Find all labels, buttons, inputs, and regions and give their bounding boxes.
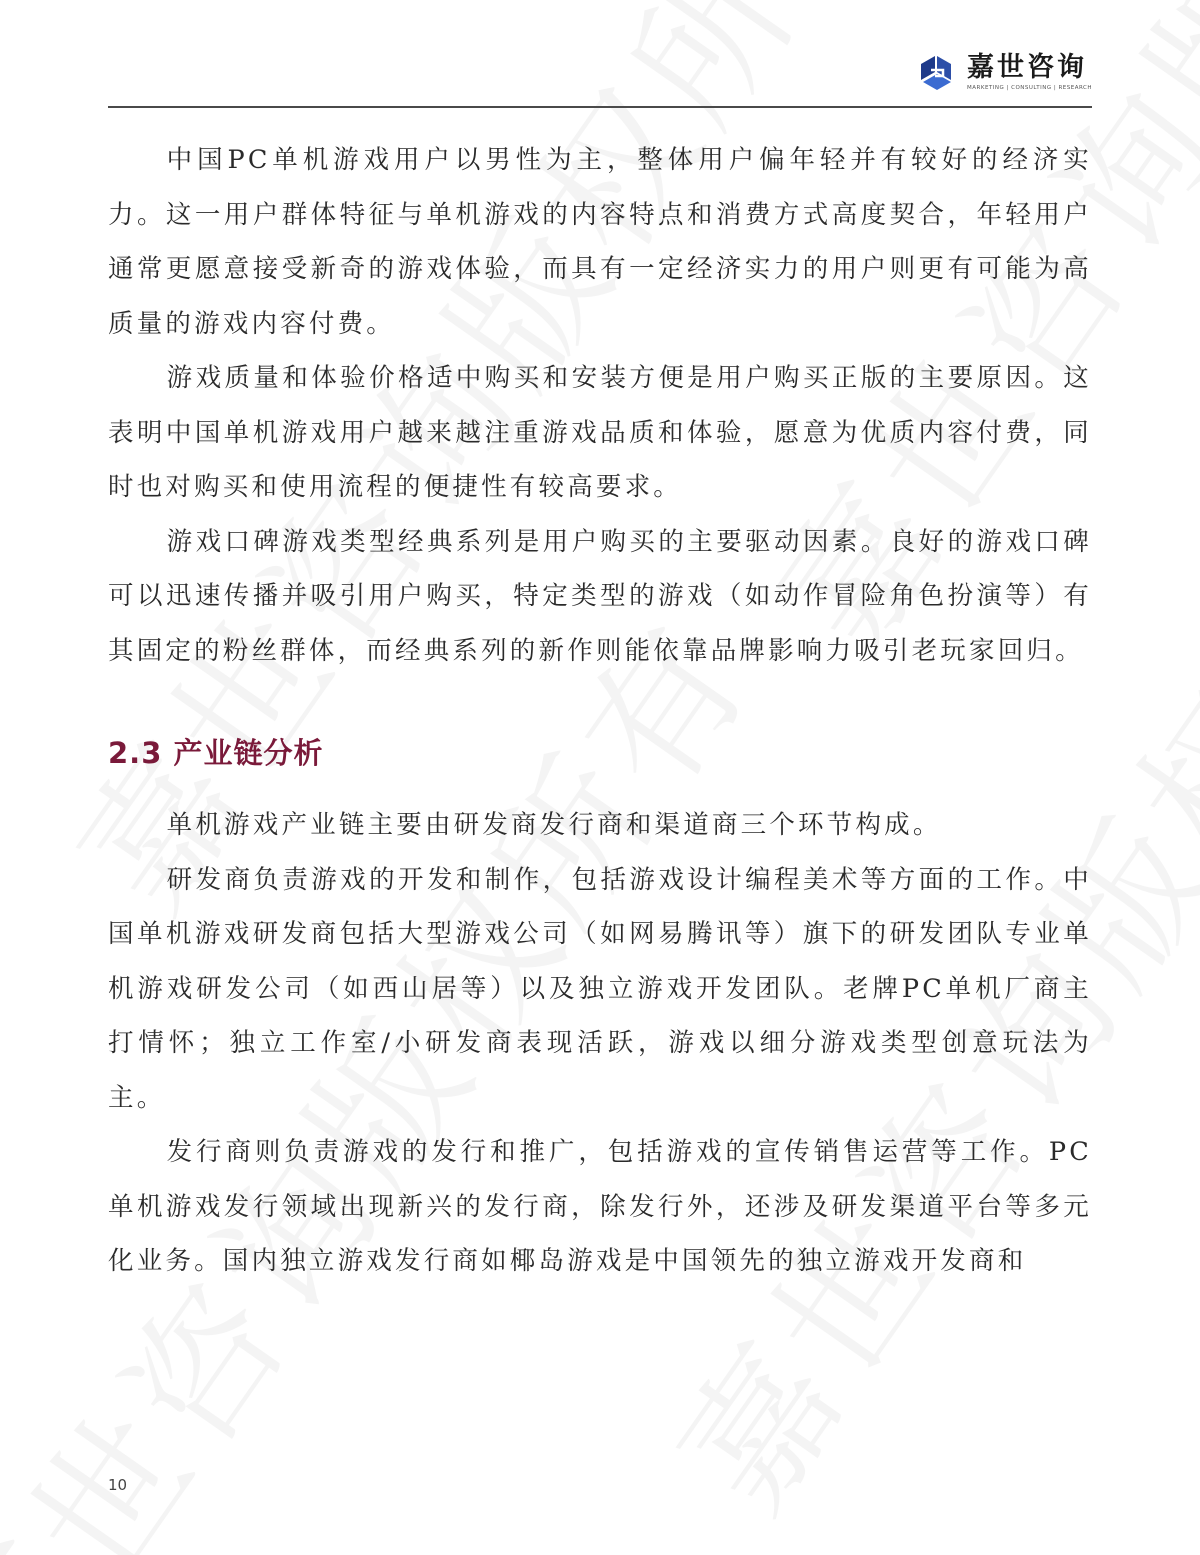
- body-paragraph: 单机游戏产业链主要由研发商发行商和渠道商三个环节构成。: [166, 810, 942, 840]
- logo-mark-icon: [915, 50, 959, 94]
- logo-subtitle: MARKETING | CONSULTING | RESEARCH: [967, 85, 1092, 91]
- body-paragraph: 中国PC单机游戏用户以男性为主，整体用户偏年轻并有较好的经济实力。这一用户群体特征与单机游戏的内容特点和消费方式高度契合，年轻用户通常更愿意接受新奇的游戏体验，而具有一定经济实力的用户则更有可能为高质量的游戏内容付费。: [108, 145, 1092, 339]
- company-logo: [915, 50, 1092, 94]
- section-heading: 2.3 产业链分析: [108, 736, 324, 770]
- logo-name: 嘉世咨询: [967, 52, 1088, 83]
- body-paragraph: 发行商则负责游戏的发行和推广，包括游戏的宣传销售运营等工作。PC单机游戏发行领域出现新兴的发行商，除发行外，还涉及研发渠道平台等多元化业务。国内独立游戏发行商如椰岛游戏是中国领先的独立游戏开发商和: [108, 1137, 1092, 1276]
- body-paragraph: 研发商负责游戏的开发和制作，包括游戏设计编程美术等方面的工作。中国单机游戏研发商包括大型游戏公司（如网易腾讯等）旗下的研发团队专业单机游戏研发公司（如西山居等）以及独立游戏开发团队。老牌PC单机厂商主打情怀；独立工作室/小研发商表现活跃，游戏以细分游戏类型创意玩法为主。: [108, 864, 1092, 1113]
- page-header: [108, 40, 1092, 108]
- document-body: [108, 133, 1092, 1289]
- page-number: 10: [108, 1476, 128, 1494]
- body-paragraph: 游戏口碑游戏类型经典系列是用户购买的主要驱动因素。良好的游戏口碑可以迅速传播并吸引用户购买，特定类型的游戏（如动作冒险角色扮演等）有其固定的粉丝群体，而经典系列的新作则能依靠品牌影响力吸引老玩家回归。: [108, 526, 1092, 666]
- body-paragraph: 游戏质量和体验价格适中购买和安装方便是用户购买正版的主要原因。这表明中国单机游戏用户越来越注重游戏品质和体验，愿意为优质内容付费，同时也对购买和使用流程的便捷性有较高要求。: [108, 363, 1092, 502]
